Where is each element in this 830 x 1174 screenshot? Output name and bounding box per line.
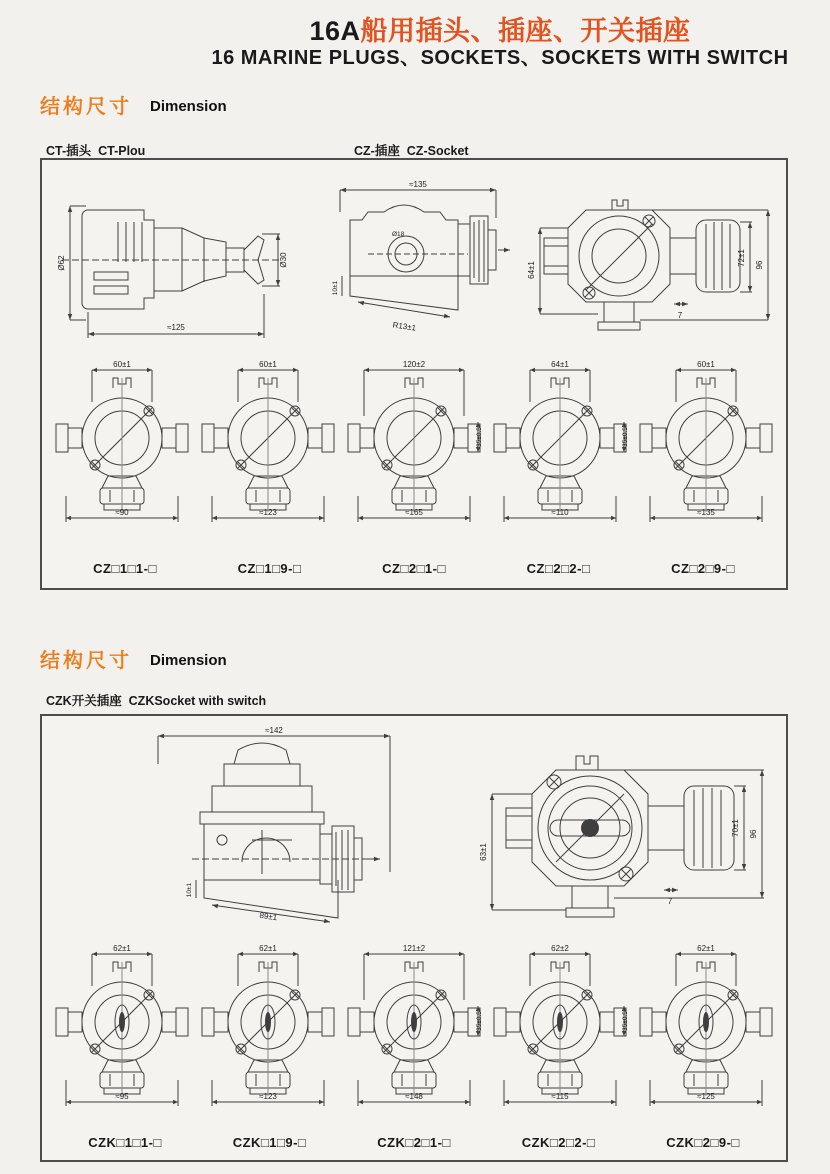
dimension-label: 62±1 [259,944,277,953]
dimension-label: ≈90 [115,508,129,517]
cz-front-view-drawing [52,356,192,526]
czk-front-view-drawing [198,940,338,1110]
czk-front-view-drawing [344,940,484,1110]
dimension-label: 120±2 [402,360,426,369]
model-code-label: CZK□1□9-□ [232,1135,307,1150]
dimension-label: 60±1 [697,360,715,369]
front-view-cell [490,940,630,1110]
model-code-label: CZK□2□9-□ [666,1135,740,1150]
model-code-label: CZ□2□9-□ [671,561,735,576]
czk-drawing-panel [40,714,788,1162]
dimension-label: ≈135 [409,180,427,189]
dimension-label: 60±1 [113,360,131,369]
model-code-label: CZ□1□9-□ [237,561,302,576]
dimension-label: 96 [749,829,758,839]
cz-front-view-drawing [636,356,776,526]
dimension-label: 7 [667,897,673,906]
cz-front-view-drawing [198,356,338,526]
front-view-cell [490,356,630,526]
dimension-label: 89±1 [258,910,278,923]
dimension-label: ≈148 [405,1092,423,1101]
ct-plug-side-drawing [54,172,289,350]
czk-front-view-drawing [52,940,192,1110]
dimension-label: 64±1 [551,360,569,369]
title-chinese: 船用插头、插座、开关插座 [360,16,691,46]
czk-front-view-drawing [636,940,776,1110]
front-view-cell [52,356,192,526]
czk-socket-front-drawing [472,730,772,930]
dimension-label: 7 [677,311,683,320]
dimension-label: 35±0.5 [622,1011,629,1031]
dimension-label: ≈110 [551,508,569,517]
dimension-label: Ø30 [279,252,288,268]
dimension-label: 121±2 [402,944,426,953]
front-view-cell [52,940,192,1110]
dimension-label: ≈115 [551,1092,569,1101]
dimension-label: Ø62 [57,255,66,271]
dimension-label: 64±1 [527,261,536,279]
dimension-label: 35±0.5 [476,1011,483,1031]
section1-heading-cn: 结构尺寸 [40,96,132,118]
cz-front-view-drawing [344,356,484,526]
section2-sublabel [46,691,266,709]
dimension-label: R13±1 [392,320,417,333]
czk-model-labels-row [54,1135,774,1150]
dimension-label: 70±1 [731,819,740,837]
page-title-english: 16 MARINE PLUGS、SOCKETS、SOCKETS WITH SWITCH [211,47,789,70]
dimension-label: 62±2 [551,944,569,953]
front-view-cell [344,940,484,1110]
dimension-label: ≈123 [259,1092,277,1101]
dimension-label: Ø18 [392,231,405,238]
dimension-label: 10±1 [186,882,193,898]
cz-model-labels-row [54,561,774,576]
cz-socket-label: CZ-插座 CZ-Socket [354,144,469,158]
dimension-label: ≈125 [167,323,185,332]
dimension-label: 10±1 [332,280,339,296]
dimension-label: 35±0.5 [476,427,483,447]
dimension-label: ≈123 [259,508,277,517]
dimension-label: 62±1 [113,944,131,953]
section1-heading [40,90,227,119]
front-view-cell [344,356,484,526]
czk-socket-label: CZK开关插座 CZKSocket with switch [46,694,267,708]
dimension-label: ≈125 [697,1092,715,1101]
czk-front-view-drawing [490,940,630,1110]
dimension-label: 63±1 [479,843,488,861]
front-view-cell [198,940,338,1110]
dimension-label: ≈95 [115,1092,129,1101]
model-code-label: CZK□2□2-□ [521,1135,596,1150]
czk-front-views-row [52,940,776,1110]
model-code-label: CZ□2□1-□ [382,561,446,576]
section1-sublabels [46,141,469,159]
ct-plug-label: CT-插头 CT-Plou [46,144,146,158]
front-view-cell [636,940,776,1110]
page-header [180,16,820,70]
dimension-label: 96 [755,260,764,270]
dimension-label: ≈165 [405,508,423,517]
dimension-label: 72±1 [737,249,746,267]
model-code-label: CZ□2□2-□ [526,561,591,576]
page-title [180,16,820,47]
model-code-label: CZ□1□1-□ [93,561,157,576]
cz-socket-side-drawing [328,176,518,338]
cz-front-views-row [52,356,776,526]
dimension-label: 60±1 [259,360,277,369]
model-code-label: CZK□2□1-□ [377,1135,451,1150]
dimension-label: 62±1 [697,944,715,953]
dimension-label: 35±0.5 [622,427,629,447]
model-code-label: CZK□1□1-□ [88,1135,162,1150]
cz-front-view-drawing [490,356,630,526]
cz-drawing-panel [40,158,788,590]
front-view-cell [198,356,338,526]
czk-socket-side-drawing [142,722,407,942]
cz-socket-front-drawing [524,180,780,338]
section2-heading [40,644,227,673]
front-view-cell [636,356,776,526]
dimension-label: ≈135 [697,508,715,517]
section1-heading-en: Dimension [150,98,227,115]
dimension-label: ≈142 [265,726,283,735]
section2-heading-en: Dimension [150,652,227,669]
title-model: 16A [309,16,361,46]
section2-heading-cn: 结构尺寸 [40,650,132,672]
